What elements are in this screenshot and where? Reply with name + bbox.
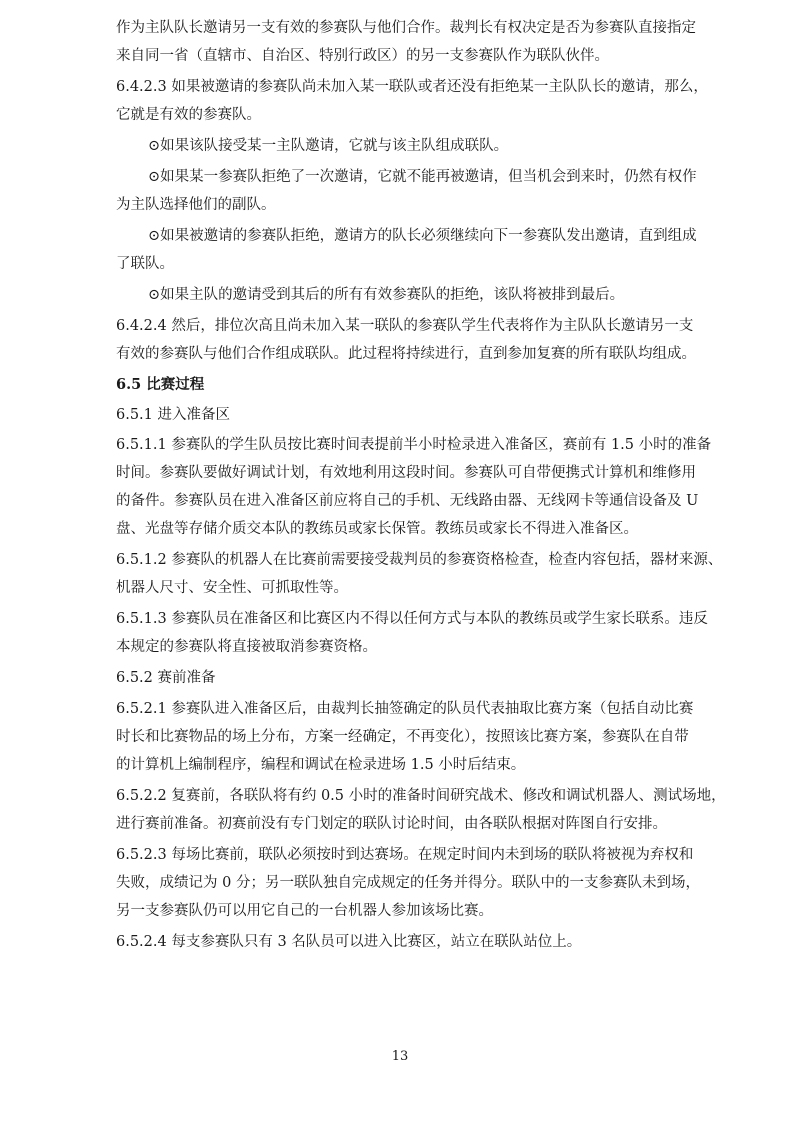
paragraph-line: 时间。参赛队要做好调试计划，有效地利用这段时间。参赛队可自带便携式计算机和维修用	[116, 465, 696, 481]
paragraph-line: 了联队。	[116, 256, 174, 272]
paragraph-line: 为主队选择他们的副队。	[116, 197, 276, 213]
bullet-item: ⊙如果被邀请的参赛队拒绝，邀请方的队长必须继续向下一参赛队发出邀请，直到组成	[148, 228, 697, 244]
paragraph-line: 6.4.2.4 然后，排位次高且尚未加入某一联队的参赛队学生代表将作为主队队长邀请另一支	[116, 318, 694, 334]
subsection-heading: 6.5.2 赛前准备	[116, 670, 216, 686]
paragraph-line: 6.4.2.3 如果被邀请的参赛队尚未加入某一联队或者还没有拒绝某一主队队长的邀请，那么，	[116, 79, 708, 95]
section-heading: 6.5 比赛过程	[116, 376, 205, 393]
bullet-item: ⊙如果主队的邀请受到其后的所有有效参赛队的拒绝，该队将被排到最后。	[148, 287, 625, 303]
paragraph-line: 的计算机上编制程序，编程和调试在检录进场 1.5 小时后结束。	[116, 757, 526, 773]
paragraph-line: 盘、光盘等存储介质交本队的教练员或家长保管。教练员或家长不得进入准备区。	[116, 521, 638, 537]
paragraph-line: 6.5.1.1 参赛队的学生队员按比赛时间表提前半小时检录进入准备区，赛前有 1.5 小时的准备	[116, 437, 712, 453]
paragraph-line: 有效的参赛队与他们合作组成联队。此过程将持续进行，直到参加复赛的所有联队均组成。	[116, 346, 696, 362]
paragraph-line: 它就是有效的参赛队。	[116, 107, 261, 123]
paragraph-line: 6.5.1.3 参赛队员在准备区和比赛区内不得以任何方式与本队的教练员或学生家长联系。违反	[116, 611, 708, 627]
paragraph-line: 6.5.2.3 每场比赛前，联队必须按时到达赛场。在规定时间内未到场的联队将被视为弃权和	[116, 847, 694, 863]
paragraph-line: 失败，成绩记为 0 分；另一联队独自完成规定的任务并得分。联队中的一支参赛队未到场，	[116, 875, 700, 891]
subsection-heading: 6.5.1 进入准备区	[116, 407, 231, 423]
paragraph-line: 机器人尺寸、安全性、可抓取性等。	[116, 580, 348, 596]
paragraph-line: 6.5.2.2 复赛前，各联队将有约 0.5 小时的准备时间研究战术、修改和调试机器人、测试场地，	[116, 788, 726, 804]
page-number: 13	[391, 1049, 409, 1064]
paragraph-line: 的备件。参赛队员在进入准备区前应将自己的手机、无线路由器、无线网卡等通信设备及 U	[116, 493, 699, 509]
paragraph-line: 6.5.2.4 每支参赛队只有 3 名队员可以进入比赛区，站立在联队站位上。	[116, 934, 582, 950]
paragraph-line: 6.5.1.2 参赛队的机器人在比赛前需要接受裁判员的参赛资格检查，检查内容包括，器材来源、	[116, 552, 723, 568]
paragraph-line: 进行赛前准备。初赛前没有专门划定的联队讨论时间，由各联队根据对阵图自行安排。	[116, 816, 667, 832]
paragraph-line: 作为主队队长邀请另一支有效的参赛队与他们合作。裁判长有权决定是否为参赛队直接指定	[116, 20, 696, 36]
bullet-item: ⊙如果该队接受某一主队邀请，它就与该主队组成联队。	[148, 138, 509, 154]
paragraph-line: 来自同一省（直辖市、自治区、特别行政区）的另一支参赛队作为联队伙伴。	[116, 48, 609, 64]
bullet-item: ⊙如果某一参赛队拒绝了一次邀请，它就不能再被邀请，但当机会到来时，仍然有权作	[148, 169, 697, 185]
paragraph-line: 时长和比赛物品的场上分布，方案一经确定，不再变化），按照该比赛方案，参赛队在自带	[116, 729, 689, 745]
paragraph-line: 另一支参赛队仍可以用它自己的一台机器人参加该场比赛。	[116, 903, 493, 919]
paragraph-line: 本规定的参赛队将直接被取消参赛资格。	[116, 639, 377, 655]
paragraph-line: 6.5.2.1 参赛队进入准备区后，由裁判长抽签确定的队员代表抽取比赛方案（包括自动比赛	[116, 701, 694, 717]
